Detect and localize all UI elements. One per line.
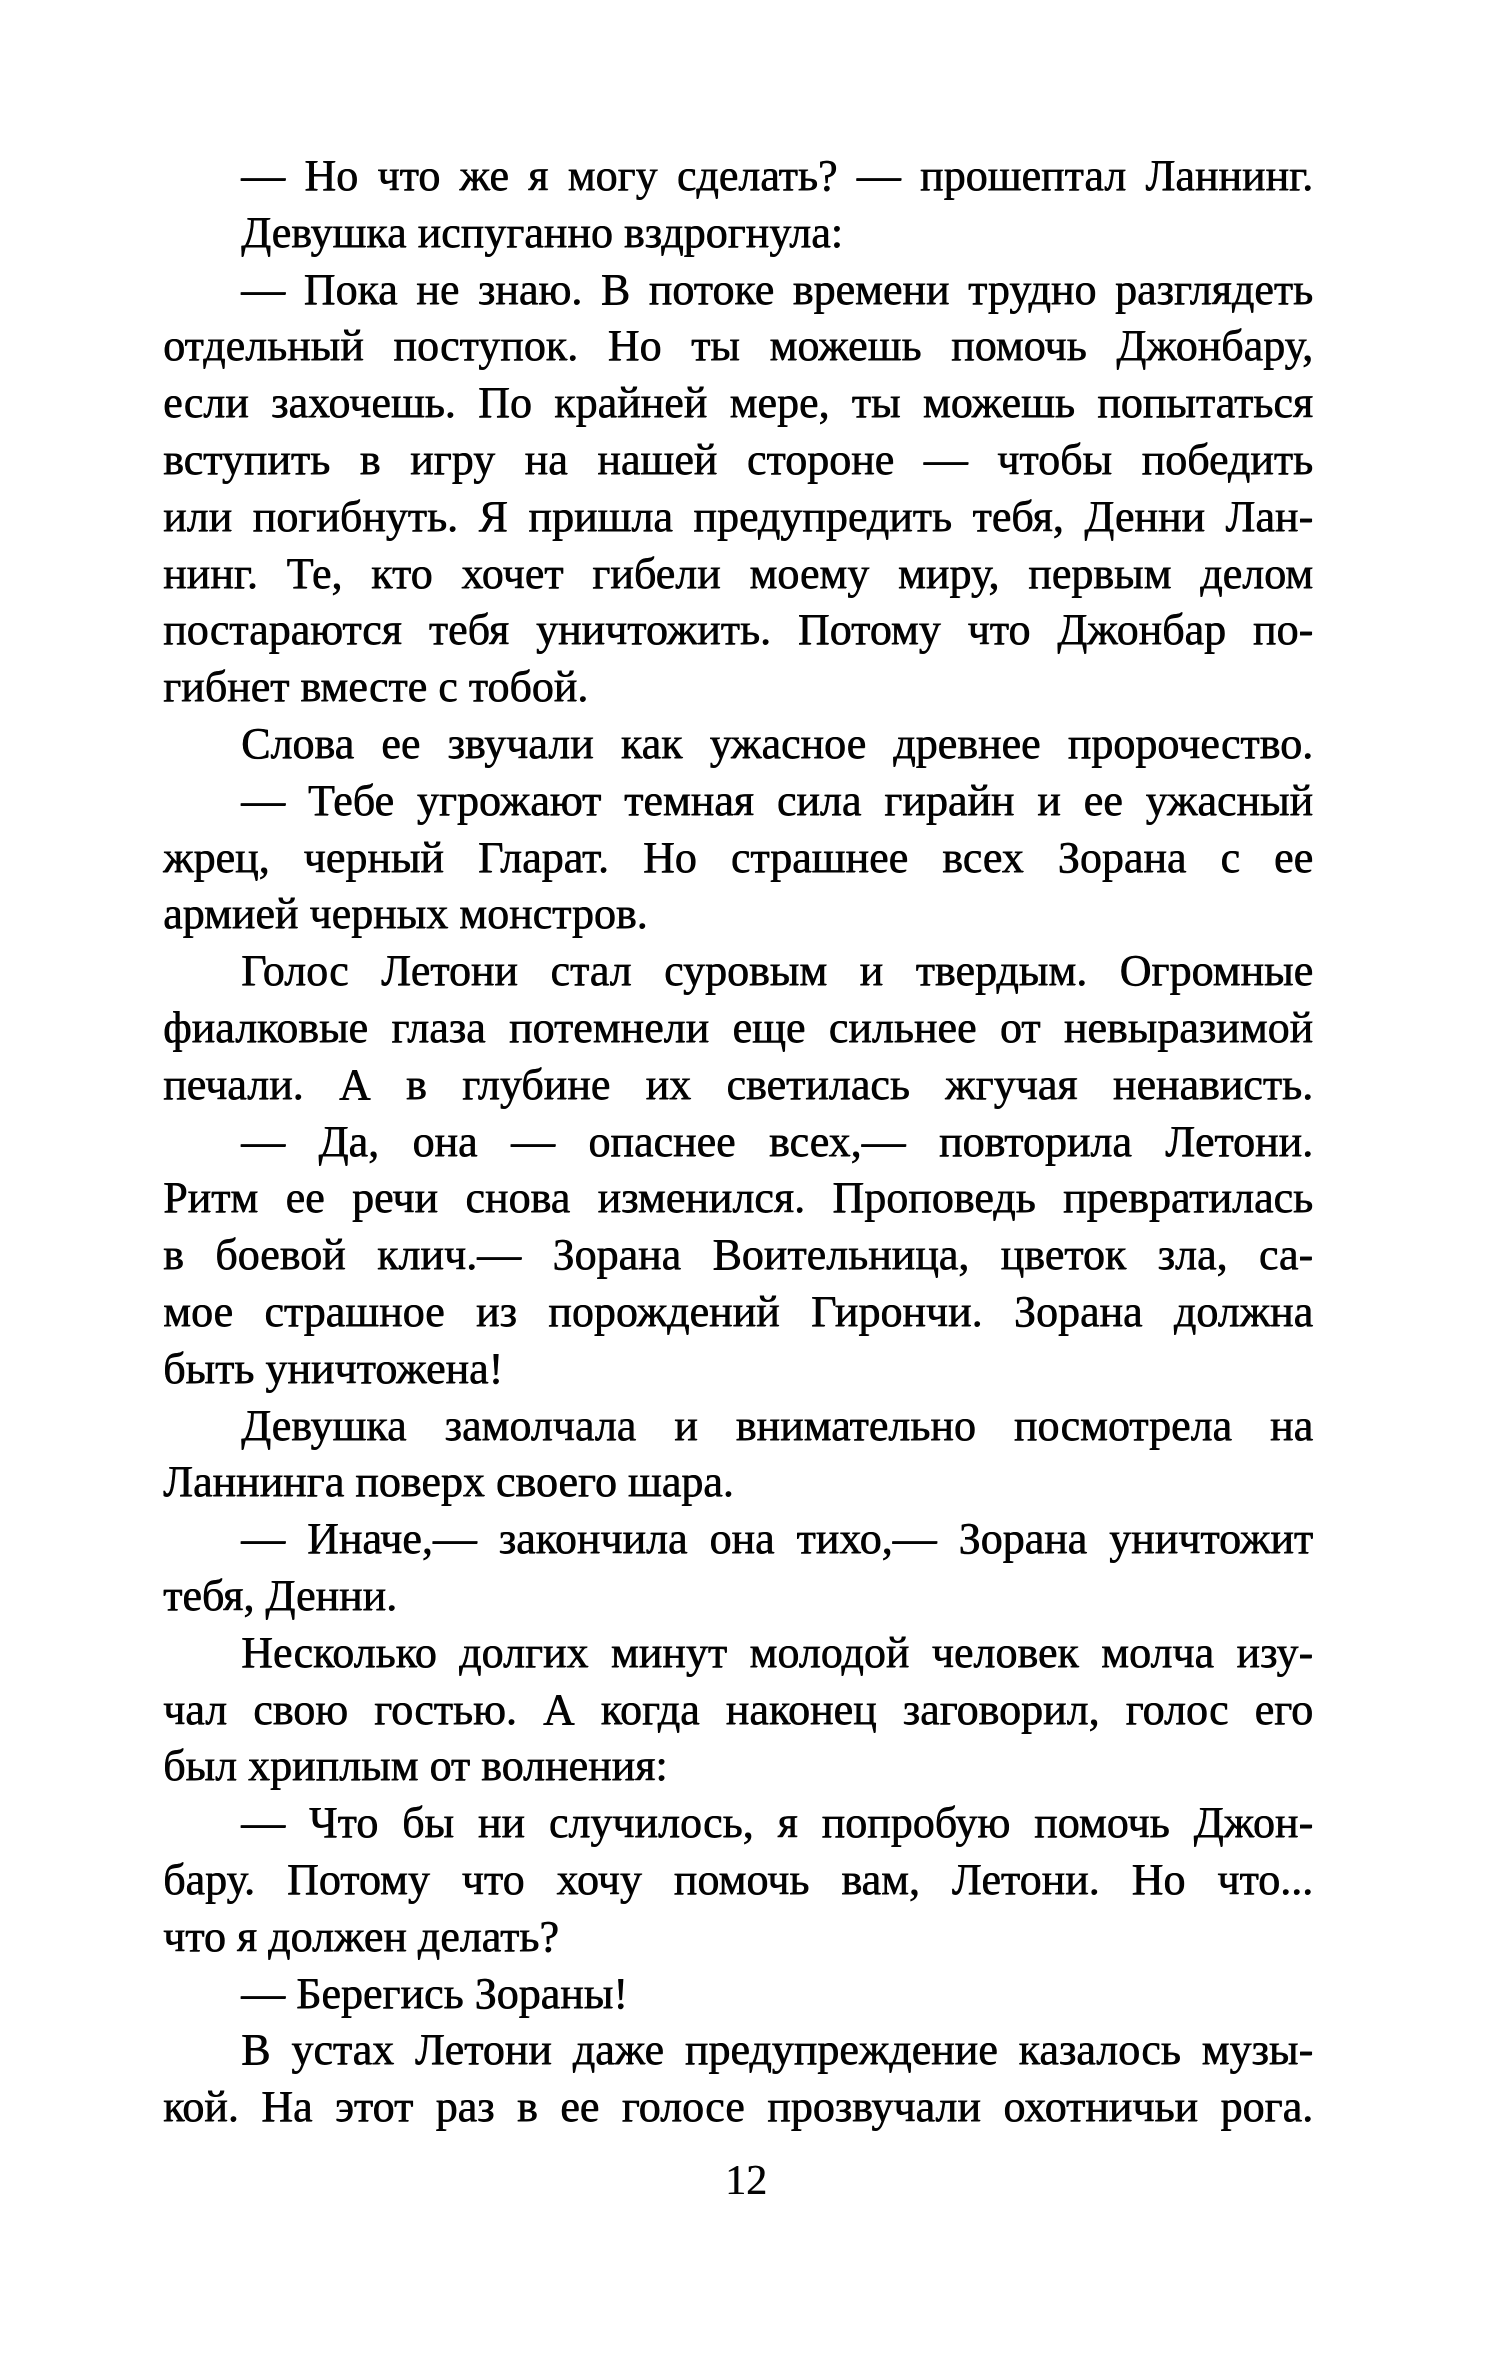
- text-line: — Но что же я могу сделать? — прошептал Ланнинг.: [241, 151, 1313, 200]
- paragraph: [163, 1795, 1313, 1965]
- text-line: Ланнинга поверх своего шара.: [163, 1457, 734, 1507]
- paragraph: [163, 148, 1313, 205]
- text-line: В устах Летони даже предупреждение казалось музы-: [241, 2025, 1313, 2075]
- text-column: [163, 148, 1313, 2136]
- text-line: фиалковые глаза потемнели еще сильнее от невыразимой: [163, 1002, 1313, 1052]
- text-line: — Да, она — опаснее всех,— повторила Летони.: [241, 1116, 1313, 1166]
- paragraph: [163, 1511, 1313, 1625]
- text-line: Ритм ее речи снова изменился. Проповедь превратилась: [163, 1173, 1313, 1223]
- text-line: бару. Потому что хочу помочь вам, Летони. Но что...: [163, 1854, 1313, 1904]
- text-line: кой. На этот раз в ее голосе прозвучали охотничьи рога.: [163, 2082, 1313, 2132]
- paragraph: [163, 1398, 1313, 1512]
- text-line: Девушка испуганно вздрогнула:: [241, 207, 843, 257]
- text-line: нинг. Те, кто хочет гибели моему миру, первым делом: [163, 548, 1313, 598]
- text-line: — Пока не знаю. В потоке времени трудно разглядеть: [241, 264, 1313, 314]
- paragraph: [163, 716, 1313, 773]
- text-line: мое страшное из порождений Гирончи. Зорана должна: [163, 1286, 1313, 1336]
- text-line: печали. А в глубине их светилась жгучая ненависть.: [163, 1059, 1313, 1109]
- text-line: отдельный поступок. Но ты можешь помочь Джонбару,: [163, 321, 1313, 371]
- text-line: — Иначе,— закончила она тихо,— Зорана уничтожит: [241, 1514, 1313, 1564]
- text-line: быть уничтожена!: [163, 1343, 504, 1393]
- text-line: — Что бы ни случилось, я попробую помочь Джон-: [241, 1798, 1313, 1848]
- text-line: жрец, черный Гларат. Но страшнее всех Зорана с ее: [163, 832, 1313, 882]
- text-line: Голос Летони стал суровым и твердым. Огромные: [241, 946, 1313, 996]
- paragraph: [163, 262, 1313, 716]
- text-line: Слова ее звучали как ужасное древнее пророчество.: [241, 718, 1313, 768]
- text-line: — Берегись Зораны!: [241, 1968, 628, 2018]
- paragraph: [163, 1966, 1313, 2023]
- text-line: Несколько долгих минут молодой человек молча изу-: [241, 1627, 1313, 1677]
- paragraph: [163, 205, 1313, 262]
- text-line: — Тебе угрожают темная сила гирайн и ее ужасный: [241, 775, 1313, 825]
- page-number: 12: [725, 2158, 767, 2204]
- paragraph: [163, 943, 1313, 1113]
- text-line: или погибнуть. Я пришла предупредить тебя, Денни Лан-: [163, 491, 1313, 541]
- paragraph: [163, 1625, 1313, 1795]
- text-line: был хриплым от волнения:: [163, 1741, 668, 1791]
- text-line: гибнет вместе с тобой.: [163, 662, 589, 712]
- text-line: что я должен делать?: [163, 1911, 559, 1961]
- text-line: армией черных монстров.: [163, 889, 648, 939]
- text-line: Девушка замолчала и внимательно посмотрела на: [241, 1400, 1313, 1450]
- text-line: вступить в игру на нашей стороне — чтобы победить: [163, 434, 1313, 484]
- text-line: постараются тебя уничтожить. Потому что Джонбар по-: [163, 605, 1313, 655]
- text-line: тебя, Денни.: [163, 1570, 398, 1620]
- text-line: если захочешь. По крайней мере, ты можешь попытаться: [163, 378, 1313, 428]
- text-line: чал свою гостью. А когда наконец заговорил, голос его: [163, 1684, 1313, 1734]
- text-line: в боевой клич.— Зорана Воительница, цветок зла, са-: [163, 1230, 1313, 1280]
- paragraph: [163, 1114, 1313, 1398]
- paragraph: [163, 773, 1313, 943]
- paragraph: [163, 2022, 1313, 2136]
